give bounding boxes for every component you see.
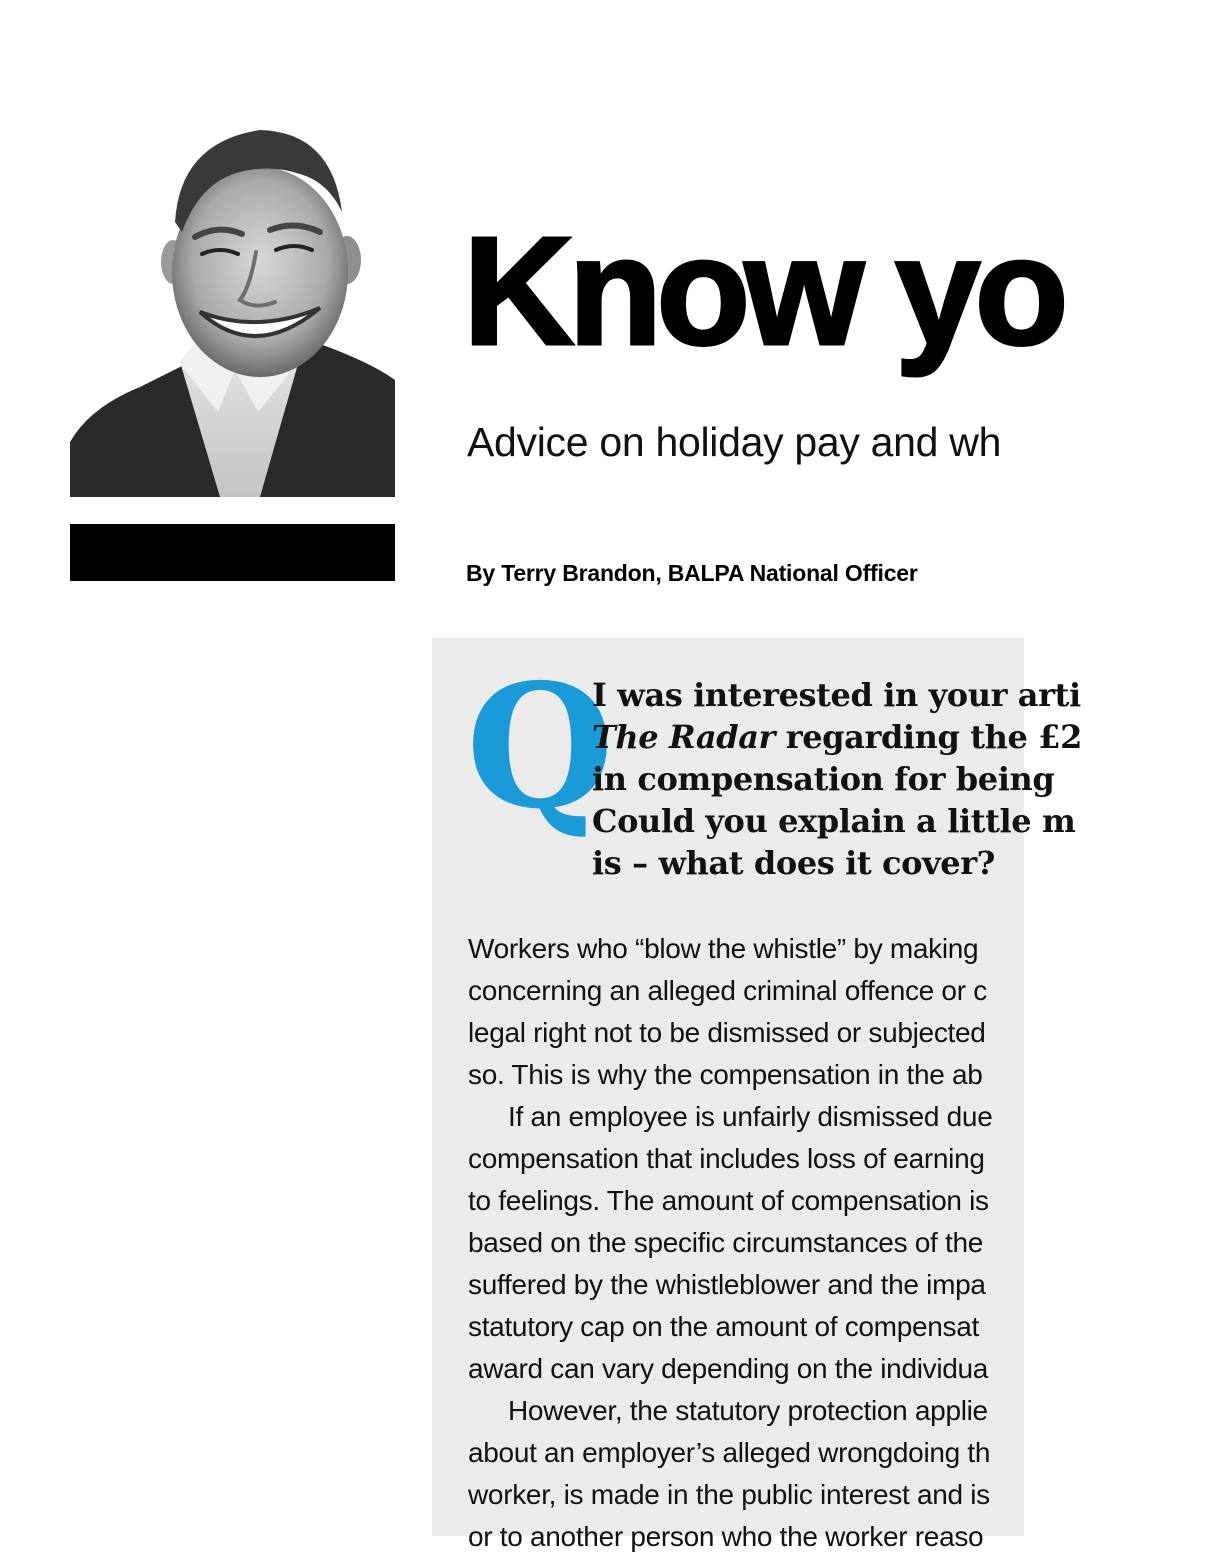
question-line: I was interested in your arti [592,676,1081,714]
answer-line: based on the specific circumstances of the [468,1227,984,1258]
answer-line: compensation that includes loss of earning [468,1143,985,1174]
question-drop-cap: Q [466,647,615,847]
author-name-bar [70,524,395,581]
answer-line: to feelings. The amount of compensation is [468,1185,989,1216]
answer-line: statutory cap on the amount of compensat [468,1311,979,1342]
answer-line: or to another person who the worker reaso [468,1521,984,1552]
answer-line: legal right not to be dismissed or subjected [468,1017,986,1048]
answer-text [468,928,1228,1558]
answer-line: If an employee is unfairly dismissed due [508,1101,993,1132]
standfirst: Advice on holiday pay and wh [467,419,1002,465]
question-line: Could you explain a little m [592,802,1076,840]
answer-line: concerning an alleged criminal offence or c [468,975,987,1006]
answer-line: about an employer’s alleged wrongdoing th [468,1437,991,1468]
answer-line: award can vary depending on the individua [468,1353,989,1384]
byline: By Terry Brandon, BALPA National Officer [466,560,918,586]
question-text [592,674,1192,884]
answer-line: However, the statutory protection applie [508,1395,988,1426]
question-line: is – what does it cover? [592,844,996,882]
author-portrait [70,112,395,497]
headline: Know yo [463,205,1063,377]
answer-line: so. This is why the compensation in the ab [468,1059,983,1090]
answer-line: Workers who “blow the whistle” by making [468,933,979,964]
question-line [592,716,1192,758]
qa-panel [432,638,1082,1552]
answer-line: worker, is made in the public interest and is [468,1479,990,1510]
publication-name: The Radar [592,718,776,756]
question-line: in compensation for being [592,760,1055,798]
answer-line: suffered by the whistleblower and the impa [468,1269,986,1300]
question-line-rest: regarding the £2 [785,718,1082,756]
